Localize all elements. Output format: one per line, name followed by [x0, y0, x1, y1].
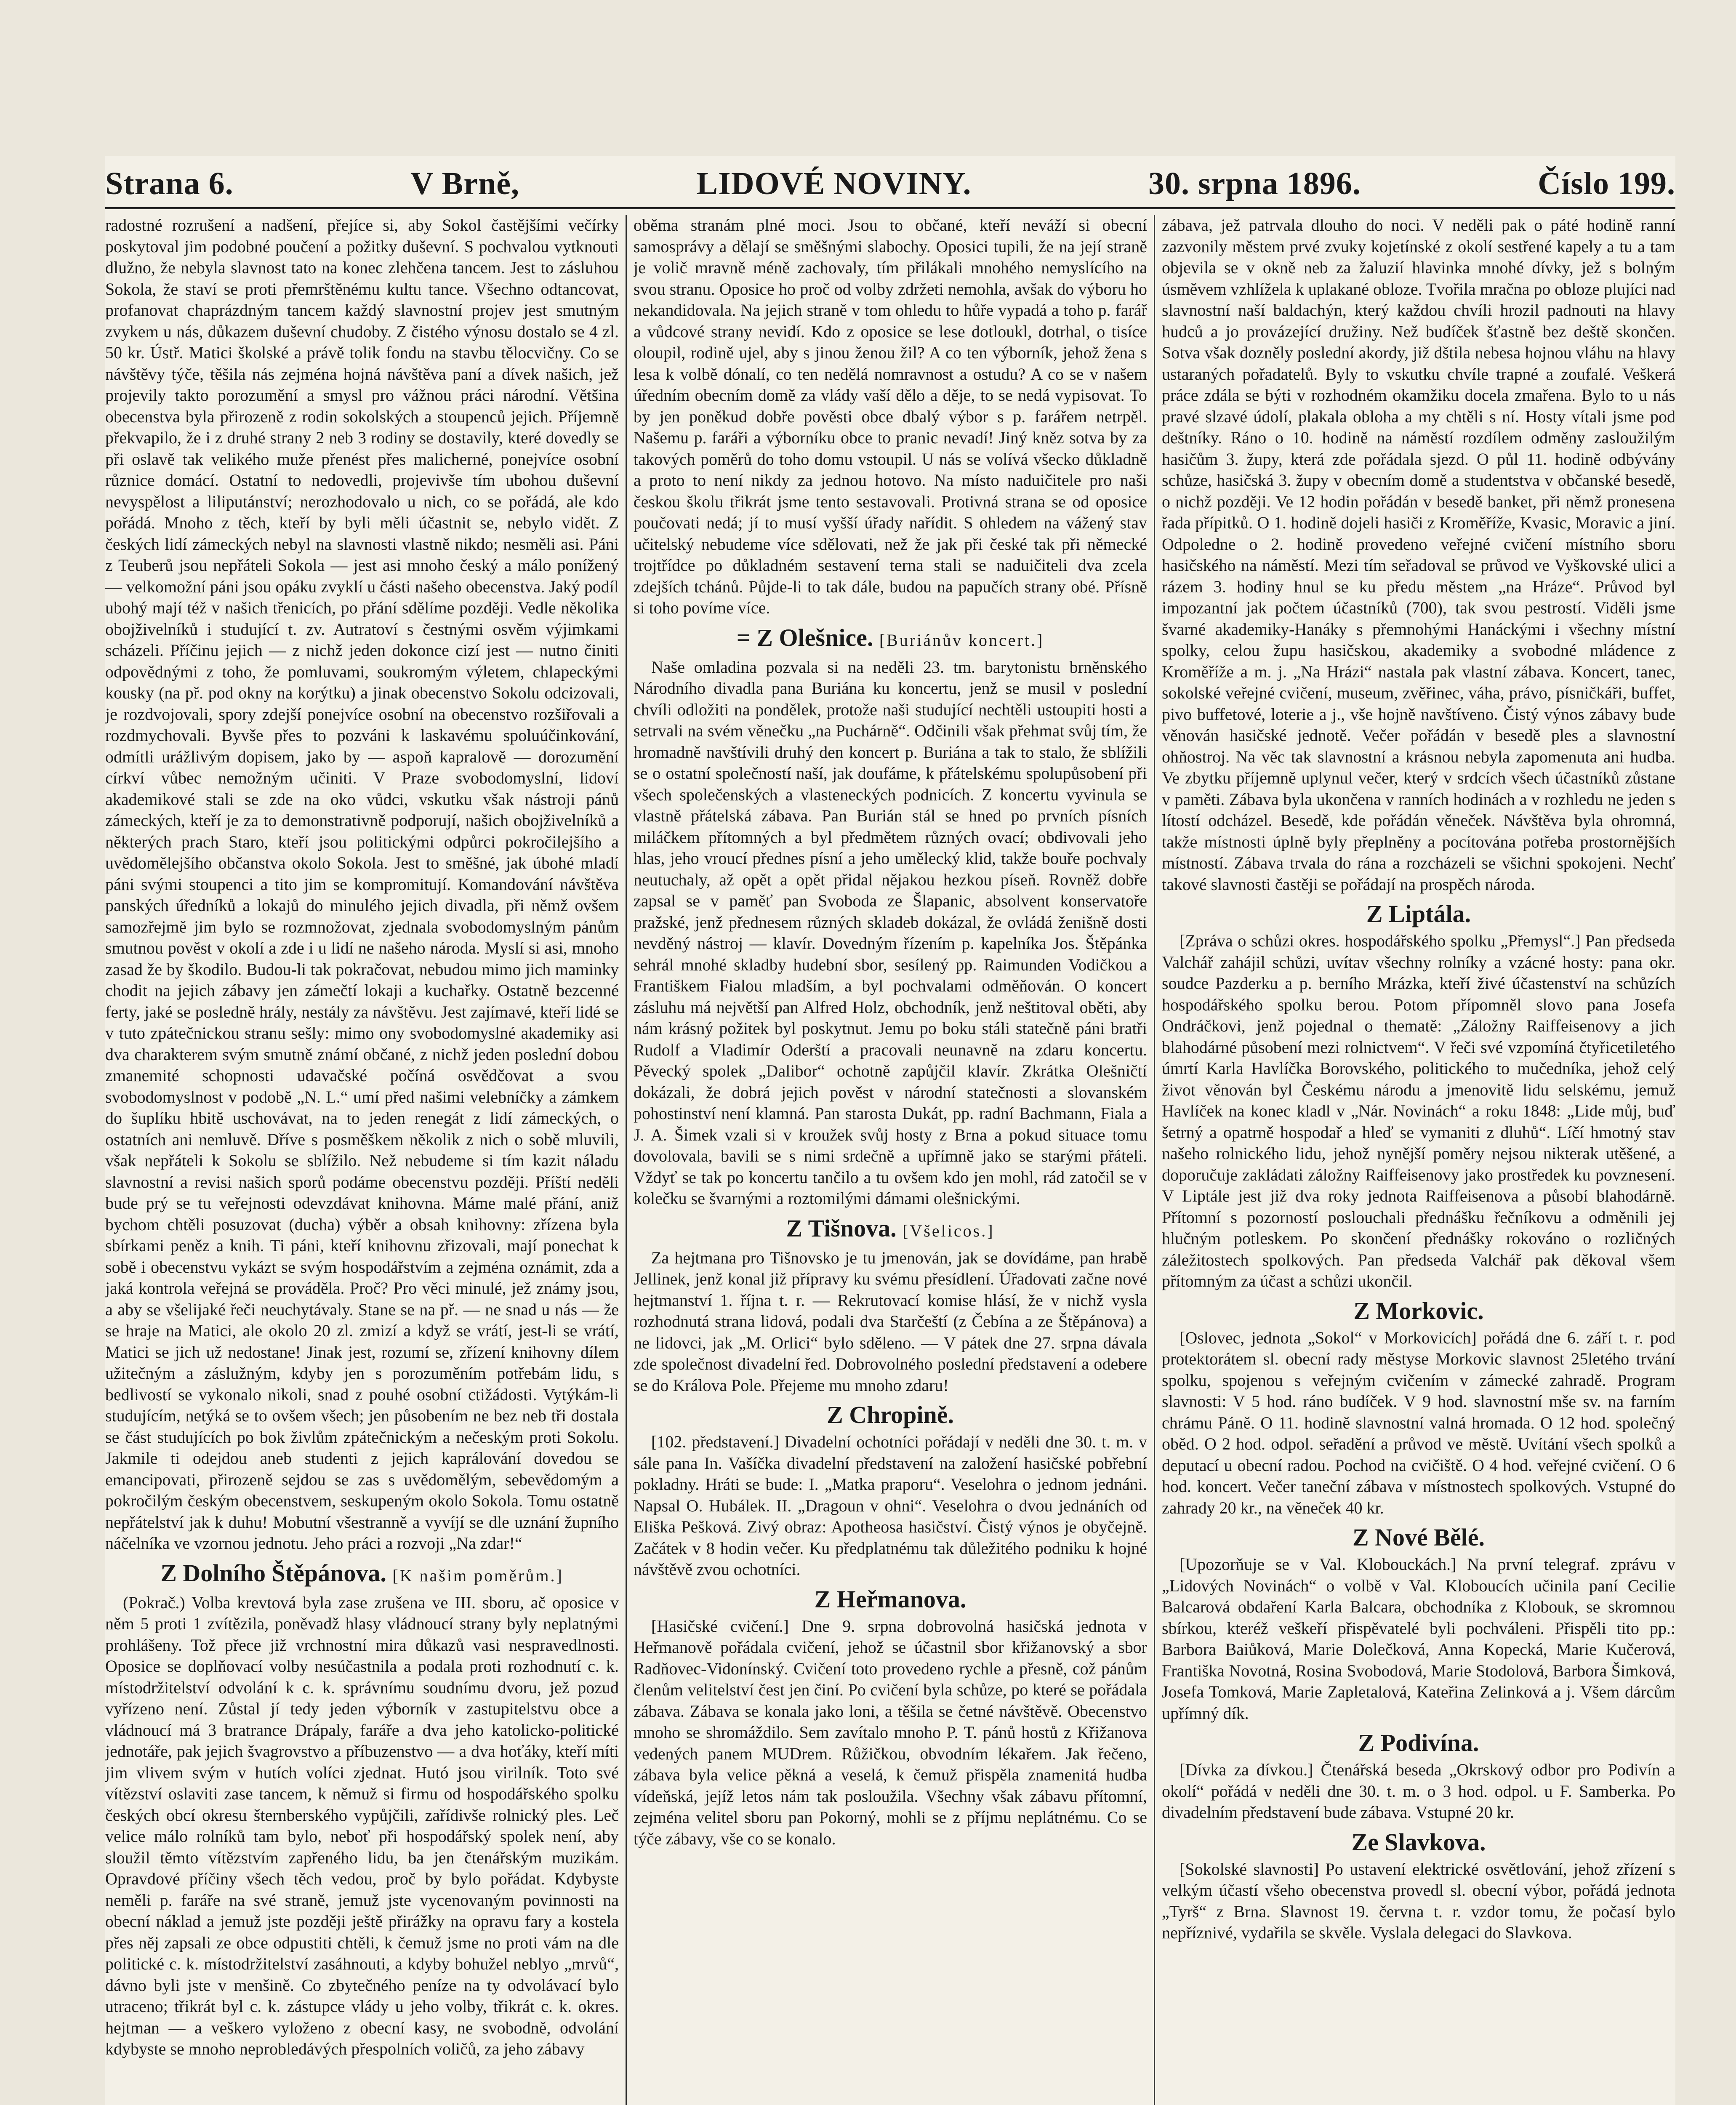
article-text: Naše omladina pozvala si na neděli 23. tm. barytonistu brněnského Národního divadla pana Buriána ku koncertu, jenž se musil v poslední chvíli odložiti na pondělek, protože naši studující nechtěli ustoupiti hosti a setrvali na svém věnečku „na Puchárně“. Odčinili však přehmat svůj tím, že hromadně navštívili druhý den koncert p. Buriána a tak to stalo, že sblížili se o ostatní společností naší, jak doufáme, k přátelskému spolupůsobení při všech společenských a vlasteneckých podnicích. Z koncertu vyvinula se vlastně přátelská zábava. Pan Burián stál se hned po prvních písních miláčkem přítomných a byl předmětem různých ovací; obdivovali jeho hlas, jeho vroucí přednes písní a jeho umělecký klid, takže bouře pochvaly neutuchaly, až opět a opět přidal nějakou hezkou píseň. Rovněž dobře zapsal se v paměť pan Svoboda ze Šlapanic, absolvent konservatoře pražské, jenž přednesem různých skladeb dokázal, že ovládá ženišně dosti nevděný nástroj — klavír. Dovedným řízením p. kapelníka Jos. Štěpánka sehrál mnohé skladby hudební sbor, sesílený pp. Raimunden Vodičkou a Františkem Fialou mladším, a byl pochvalami odměňován. O koncert zásluhu má největší pan Alfred Holz, obchodník, jenž neštitoval oběti, aby nám krásný požitek byl poskytnut. Jemu po boku stáli statečně páni bratři Rudolf a Vladimír Oderští a pracovali neunavně na zdaru koncertu. Pěvecký spolek „Dalibor“ ochotně zapůjčil klavír. Zkrátka Olešničtí dokázali, že dobrá jejich pověst v národní statečnosti a slovanském pohostinství není klamná. Pan starosta Dukát, pp. radní Bachmann, Fiala a J. A. Šimek vzali si v kroužek svůj hosty z Brna a pokud situace tomu dovolovala, bavili se s nimi srdečně a upřímně jako se starými přáteli. Vždyť se tak po koncertu tančilo a tu ovšem kdo jen mohl, rád zatočil se v kolečku se švarnými a roztomilými dámami olešnickými.	[634, 657, 1147, 1208]
article-heading: Z Nové Bělé.	[1352, 1524, 1485, 1551]
column-2	[634, 215, 1147, 2105]
article-text: (Pokrač.) Volba krevtová byla zase zrušena ve III. sboru, ač oposice v něm 5 proti 1 zvítězila, poněvadž hlasy vládnoucí strany byly neplatnými prohlášeny. Tož přece již vrchnostní mira důkazů vasi nespravedlnosti. Oposice se doplňovací volby nesúčastnila a podala proti rozhodnutí c. k. místodržitelství odvolání k c. k. správnímu soudnímu dvoru, jež pozud vyřízeno není. Zůstal jí tedy jeden výborník v zastupitelstvu obce a vládnoucí má 3 bratrance Drápaly, faráře a dva jeho katolicko-politické jednotáře, pak jejich švagrovstvo a příbuzenstvo — a dva hoťáky, kteří míti jim vlivem svým v hutích volíci zjednat. Hutó jsou virilník. Toto své vítězství oslaviti zase tancem, k němuž si firmu od hospodářského spolku českých obcí okresu šternberského vypůjčili, zařídivše rolnický ples. Leč velice málo rolníků tam bylo, neboť při hospodářský spolek není, aby sloužil těmto vítězstvím zapřeného lidu, ba jen čtenářským muzikám. Opravdové příčiny všech těch vedou, proč by bylo pořádat. Kdybyste neměli p. faráře na své straně, jemuž jste vycenovaným povinnosti na obecní náklad a jemuž jste později ještě přirážky na opravu fary a kostela přes něj zapsali ze obce odpustiti chtěli, k čemuž jsme no proti vám na dle politické c. k. místodržitelství zasáhnouti, a kdyby bohužel neblyo „mrvů“, dávno byli jste v menšině. Co zbytečného peníze na ty odvolávací bylo utraceno; třikrát byl c. k. zástupce vlády u jeho volby, třikrát c. k. okres. hejtman — a veškero vyloženo z obecní kasy, ne svobodně, odvolání kdybyste se mnoho neprobledávých přespolních voličů, za jeho zábavy	[105, 1593, 619, 2058]
page-number: Strana 6.	[105, 166, 234, 201]
column-divider	[1154, 215, 1155, 2105]
issue-date: 30. srpna 1896.	[1148, 166, 1361, 201]
newspaper-title: LIDOVÉ NOVINY.	[696, 166, 972, 201]
article-heading: Z Heřmanova.	[814, 1585, 967, 1613]
issue-number: Číslo 199.	[1538, 166, 1675, 201]
article-heading: = Z Olešnice. [Buriánův koncert.]	[736, 624, 1044, 651]
article-heading: Z Morkovic.	[1353, 1297, 1484, 1324]
column-3	[1162, 215, 1675, 2105]
article-text: zábava, jež patrvala dlouho do noci. V neděli pak o páté hodině ranní zazvonily městem prvé zvuky kojetínské z okolí sestřené kapely a tu a tam objevila se v okně neb za žaluzií hlavinka mnohé dívky, jež s bolným úsměvem vzhlížela k uplakané obloze. Tvořila mračna po obloze plujíci nad slavnostní naší baldachýn, který každou chvíli hrozil padnouti na hlavy hudců a jo provázející družiny. Než budíček šťastně bez deště skončen. Sotva však dozněly poslední akordy, již dštila nebesa hojnou vláhu na hlavy ustaraných pořadatelů. Byly to vskutku chvíle trapné a zoufalé. Veškerá práce zdála se býti v rozhodném okamžiku docela zmařena. Bylo to u nás pravé slzavé údolí, plakala obloha a my chtěli s ní. Hosty vítali jsme pod deštníky. Ráno o 10. hodině na náměstí rozdílem odměny zasloužilým hasičům 3. župy, která zde pořádala sjezd. O půl 11. hodině odbývány schůze, hasičská 3. župy v obecním domě a studentstva v občanské besedě, o nichž později. Ve 12 hodin pořádán v besedě banket, při němž pronesena řada přípitků. O 1. hodině dojeli hasiči z Kroměříže, Kvasic, Moravic a jiní. Odpoledne o 2. hodině provedeno veřejné cvičení místního sboru hasičského na náměstí. Mezi tím seřadoval se průvod ve Vyškovské ulici a rázem 3. hodiny hnul se ku předu městem „na Hráze“. Průvod byl impozantní jak počtem účastníků (700), tak svou pestrostí. Viděli jsme švarné akademiky-Hanáky s přemnohými Hanáckými i všechny místní spolky, celou župu hasičskou, akademiky a svobodné mládence z Kroměříže a m. j. „Na Hrázi“ nastala pak vlastní zábava. Koncert, tanec, sokolské veřejné cvičení, museum, zvěřinec, váha, právo, písničkáři, buffet, pivo buffetové, loterie a j., vše hojně navštíveno. Čistý výnos zábavy bude věnován hasičské jednotě. Večer pořádán v besedě ples a slavnostní ohňostroj. Na věc tak slavnostní a krásnou nebyla zapomenuta ani hudba. Ve zbytku příjemně uplynul večer, který v srdcích všech účastníků zůstane v paměti. Zábava byla ukončena v ranních hodinách a v rozhledu ne jeden s lítostí odcházel. Besedě, kde pořádán věneček. Návštěva byla ohromná, takže místnosti úplně byly přeplněny a pocítována potřeba prostornějších místností. Zábava trvala do rána a rozcházeli se všichni spokojeni. Nechť takové slavnosti častěji se pořádají na prospěch národa.	[1162, 216, 1675, 894]
article-text: [Dívka za dívkou.] Čtenářská beseda „Okrskový odbor pro Podivín a okolí“ pořádá v neděli dne 30. t. m. o 3 hod. odpol. u F. Samberka. Po divadelním představení bude zábava. Vstupné 20 kr.	[1162, 1760, 1675, 1822]
columns	[105, 215, 1675, 2105]
article-heading: Z Podivína.	[1358, 1729, 1479, 1756]
newspaper-page	[105, 156, 1675, 2105]
article-text: [Oslovec, jednota „Sokol“ v Morkovicích] pořádá dne 6. září t. r. pod protektorátem sl. obecní rady městyse Morkovic slavnost 25letého trvání spolku, spojenou s veřejným cvičením v zámecké zahradě. Program slavnosti: V 5 hod. ráno budíček. V 9 hod. slavnostní mše sv. na farním chrámu Páně. O 11. hodině slavnostní valná hromada. O 12 hod. společný oběd. O 2 hod. odpol. seřadění a průvod ve městě. Uvítání všech spolků a deputací u obecní radou. Pochod na cvičiště. O 4 hod. veřejné cvičení. O 6 hod. koncert. Večer taneční zábava v místnostech spolkových. Vstupné do zahrady 20 kr., na věneček 40 kr.	[1162, 1328, 1675, 1517]
page-header	[105, 156, 1675, 202]
article-text: Za hejtmana pro Tišnovsko je tu jmenován, jak se dovídáme, pan hrabě Jellinek, jenž konal již přípravy ku svému přesídlení. Úřadovati začne nové hejtmanství 1. října t. r. — Rekrutovací komise hlásí, že v nichž vysla rozhodnutá strana lidová, podali dva Starčeští (z Čebína a ze Štěpánova) a ne lidovci, jak „M. Orlici“ bylo sděleno. — V pátek dne 27. srpna dávala zde společnost divadelní řed. Dobrovolného poslední představení a odebere se do Králova Pole. Přejeme mu mnoho zdaru!	[634, 1248, 1147, 1395]
header-rule	[105, 207, 1675, 209]
column-divider	[626, 215, 627, 2105]
article-heading: Z Liptála.	[1366, 900, 1471, 927]
article-heading: Z Dolního Štěpánova. [K našim poměrům.]	[160, 1559, 564, 1587]
article-text: radostné rozrušení a nadšení, přejíce si, aby Sokol častějšími večírky poskytoval jim podobné poučení a požitky duševní. S pochvalou vytknouti dlužno, že nebyla slavnost tato na konec zlehčena tancem. Jest to zásluhou Sokola, že staví se proti přemrštěnému kultu tance. Všechno odtancovat, profanovat chaprázdným tancem každý slavnostní projev jest smutným zvykem u nás, důkazem duševní chudoby. Z čistého výnosu dostalo se 4 zl. 50 kr. Ústř. Matici školské a právě tolik fondu na stavbu tělocvičny. Co se návštěvy týče, těšila nás zejména hojná návštěva paní a dívek našich, jež projevily takto porozumění a smysl pro vážnou práci národní. Většina obecenstva byla přirozeně z rodin sokolských a stoupenců jejich. Příjemně překvapilo, že i z druhé strany 2 neb 3 rodiny se dostavily, které dovedly se při oslavě tak velikého muže přenést přes malicherné, ponejvíce osobní různice domácí. Ostatní to nedovedli, projevivše tím ubohou duševní nevyspělost a liliputánství; nerozhodovalo u nich, co se pořádá, ale kdo pořádá. Mnoho z těch, kteří by byli měli účastnit se, nebylo vidět. Z českých lidí zámeckých nebyl na slavnosti vlastně nikdo; nesměli asi. Páni z Teuberů jsou nepřáteli Sokola — jest asi mnoho český a málo ponížený — velkomožní páni jsou opáku zvyklí u části našeho obecenstva. Jaký podíl ubohý mají též v našich třenicích, po přání sdělíme později. Vedle několika obojživelníků i studující t. zv. Autratoví s čestnými osvěm výjimkami scházeli. Příčinu jejich — z nichž jeden dokonce cizí jest — nutno činiti odpovědnými z toho, že pomluvami, soukromým výletem, chlapeckými kousky (na př. pod okny na korýtku) a jinak obecenstvo Sokolu odcizovali, je rozdvojovali, spory zdejší ponejvíce osobní na obecenstvo rozšiřovali a rozdmychovali. Byvše přes to pozváni k laskavému spoluúčinkování, odmítli urážlivým dopisem, jako by — aspoň kapralově — dorozumění církví vůbec nemožným učiniti. V Praze svobodomyslní, lidoví akademikové stali se zde na oko vůdci, vskutku však nástroji pánů zámeckých, kteří je za to demonstrativně podporují, našich obojživelníků a některých prach Staro, kteří jsou politickými odpůrci pokročilejšího a uvědomělejšího občanstva okolo Sokola. Jest to směšné, jak úbohé mladí páni svými stoupenci a tito jim se kompromitují. Komandování návštěva panských úředníků a lokajů do minulého jejich divadla, při němž ovšem samozřejmě jim bylo se rozmnožovat, zjednala svobodomyslným pánům smutnou pověst v okolí a zde i u lidí ne našeho národa. Myslí si asi, mnoho zasad že by škodilo. Budou-li tak pokračovat, nebudou mimo jich maminky chodit na jejich zábavy jen zámečtí lokaji a kuchařky. Ostatně bezcenné ferty, jaké se posledně hrály, nestály za návštěvu. Jest zajímavé, kteří lidé se v tuto zpátečnickou stranu sešly: mimo ony svobodomyslné akademiky asi dva charakterem svým smutně známí občané, z nichž jeden poslední dobou zmanemité schopnosti udavačské počíná osvědčovat a svou svobodomyslnost v podobě „N. L.“ umí před našimi velebníčky a zámkem do šuplíku hbitě uschovávat, na to jeden renegát z lidí zámeckých, o ostatních ani nemluvě. Dříve s posměškem několik z nich o sobě mluvili, však nepřáteli k Sokolu se sblížilo. Než nebudeme si tím kazit náladu slavnostní a revisi našich sporů podáme obecenstvu později. Příští neděli bude prý se tu veřejnosti odevzdávat knihovna. Máme malé přání, aniž bychom chtěli posuzovat (ducha) výběr a obsah knihovny: zřízena byla sbírkami peněz a knih. Ti páni, kteří knihovnu zřizovali, mají ponechat k sobě i obecenstvu vykázt se svým hospodářstvím a zejména oznámit, zda a jaká kontrola veřejná se prováděla. Proč? Pro věci minulé, jež známy jsou, a aby se všelijaké řeči neuchytávaly. Stane se na př. — ne snad u nás — že se hraje na Matici, ale okolo 20 zl. zmizí a když se vrátí, jest-li se vrátí, Matici se jich už nedostane! Jinak jest, rozumí se, zřízení knihovny dílem užitečným a záslužným, kdyby jen s porozuměním potřebám lidu, s bedlivostí se vykonalo nikoli, snad z pouhé osobní ctižádosti. Vytýkám-li studujícím, netýká se to ovšem všech; jen působením ne bez neb tři dostala se část studujících po bok živlům zpátečnickým a nečeským proti Sokolu. Jakmile ti odejdou aneb studenti z jejich kaprálování dovedou se emancipovati, přirozeně sejdou se zas s uvědomělým, sebevědomým a pokročilým českým obecenstvem, seskupeným okolo Sokola. Tomu ostatně nepřátelství jak k duhu! Mobutní všestranně a vyvíjí se dle uznání župního náčelníka ve vzornou jednotu. Jeho práci a rozvoji „Na zdar!“	[105, 216, 619, 1553]
article-text: oběma stranám plné moci. Jsou to občané, kteří neváží si obecní samosprávy a dělají se směšnými slabochy. Oposici tupili, že na její straně je volič mravně méně zachovaly, tím přilákali mnohého nemyslícího na svou stranu. Oposice ho proč od volby zdržeti nemohla, avšak do výboru ho nekandidovala. Na jejich straně v tom ohledu to hůře vypadá a toho p. farář a vůdcové strany nevidí. Kdo z oposice se lese dotloukl, dotrhal, o tisíce oloupil, rodině ujel, aby s jinou ženou žil? A co ten výborník, jehož žena s lesa k volbě dónalí, co ten nedělá nomravnost a ostudu? A co se v našem úředním obecním domě za vlády vaší dělo a děje, to se nedá vypisovat. To by jen poněkud dobře pověsti obce dbalý výbor s p. farářem netrpěl. Našemu p. faráři a výborníku obce to pranic nevadí! Jiný kněz sotva by za takových poměrů do toho domu vstoupil. U nás se volívá všecko důkladně a proto to není nikdy za jednou hotovo. Na místo naduičitele pro naši českou školu třikrát jsme tento sestavovali. Protivná strana se od oposice poučovati nedá; jí to musí vyšší úřady nařídit. S ohledem na vážený stav učitelský nebudeme více sdělovati, než že jak při české tak při německé trojtřídce po důkladném sestavení terna stali se naduičiteli dva zcela zdejších tchánů. Půjde-li to tak dále, budou na papučích strany obé. Přísně si toho povíme více.	[634, 216, 1147, 617]
article-text: [Hasičské cvičení.] Dne 9. srpna dobrovolná hasičská jednota v Heřmanově pořádala cvičení, jehož se účastnil sbor křižanovský a sbor Radňovec-Vidonínský. Cvičení toto provedeno rychle a přesně, což pánům členům velitelství čest jen činí. Po cvičení byla schůze, po které se pořádala zábava. Zábava se konala jako loni, a těšila se četné návštěvě. Obecenstvo mnoho se shromáždilo. Sem zavítalo mnoho P. T. pánů hostů z Křižanova vedených panem MUDrem. Růžičkou, obvodním lékařem. Jak řečeno, zábava byla velice pěkná a veselá, k čemuž přispěla znamenitá hudba vídeňská, jejíž letos nám tak posloužila. Všechny však zábavu přítomní, zejména velitel sboru pan Pokorný, mohli se z příjmu neplátnému. Co se týče zábavy, vše co se konalo.	[634, 1616, 1147, 1848]
article-text: [Sokolské slavnosti] Po ustavení elektrické osvětlování, jehož zřízení s velkým účastí všeho obecenstva provedl sl. obecní výbor, pořádá jednota „Tyrš“ z Brna. Slavnost 19. června t. r. vzdor tomu, že počasí bylo nepříznivé, vydařila se skvěle. Vyslala delegaci do Slavkova.	[1162, 1859, 1675, 1942]
article-subheading: [Buriánův koncert.]	[879, 630, 1044, 650]
article-text: [102. představení.] Divadelní ochotníci pořádají v neděli dne 30. t. m. v sále pana In. Vašíčka divadelní představení na založení hasičské pobřební pokladny. Hráti se bude: I. „Matka praporu“. Veselohra o jednom jednáni. Napsal O. Hubálek. II. „Dragoun v ohni“. Veselohra o dvou jednáních od Eliška Pešková. Zivý obraz: Apotheosa hasičství. Čistý výnos je obyčejně. Začátek v 8 hodin večer. Ku předplatnému tak důležitého podniku k hojné návštěvě zvou ochotníci.	[634, 1432, 1147, 1579]
article-text: [Zpráva o schůzi okres. hospodářského spolku „Přemysl“.] Pan předseda Valchář zahájil schůzi, uvítav všechny rolníky a vzácné hosty: pana okr. soudce Pazderku a p. berního Mrázka, kteří živé účastenství na schůzích hospodářského spolku berou. Potom přípomněl slovo pana Josefa Ondráčkovi, jenž pojednal o thematě: „Záložny Raiffeisenovy a jich blahodárné působení mezi rolnictvem“. V řeči své vzpomíná čtyřicetiletého úmrtí Karla Havlíčka Borovského, politického to mučedníka, jehož celý život věnován byl Českému národu a jmenovitě lidu selskému, jemuž Havlíček na konec kladl v „Nár. Novinách“ a roku 1848: „Lide můj, buď šetrný a opatrně hospodař a hleď se vymaniti z dluhů“. Líčí hmotný stav našeho rolnického lidu, jehož nynější poměry nejsou nikterak utěšené, a doporučuje zakládati záložny Raiffeisenovy jako prostředek ku povznesení. V Liptále jest již dva roky jednota Raiffeisenova a působí blahodárně. Přítomní s pozorností poslouchali přednášku řečníkovu a odměnili jej hlučným potleskem. Po skončení přednášky rokováno o rozličných záležitostech spolkových. Pan předseda Valchář pak děkoval všem přítomným za účast a schůzi ukončil.	[1162, 931, 1675, 1290]
article-text: [Upozorňuje se v Val. Klobouckách.] Na první telegraf. zprávu v „Lidových Novinách“ o volbě v Val. Kloboucích učinila paní Cecilie Balcarová obdaření Karla Balcara, obchodníka z Klobouk, se skromnou sbírkou, kteréž veškeří přispěvatelé byli pochváleni. Přispěli tito pp.: Barbora Baiůková, Marie Dolečková, Anna Kopecká, Marie Kučerová, Františka Novotná, Rosina Svobodová, Marie Stodolová, Barbora Šimková, Josefa Tomková, Marie Zapletalová, Kateřina Zelinková a j. Všem dárcům upřímný dík.	[1162, 1555, 1675, 1723]
column-1	[105, 215, 619, 2105]
article-heading: Z Chropině.	[827, 1401, 954, 1428]
article-subheading: [Všelicos.]	[903, 1221, 995, 1240]
article-subheading: [K našim poměrům.]	[392, 1566, 564, 1585]
article-heading: Z Tišnova. [Všelicos.]	[786, 1214, 995, 1242]
place: V Brně,	[410, 166, 519, 201]
article-heading: Ze Slavkova.	[1351, 1828, 1486, 1856]
